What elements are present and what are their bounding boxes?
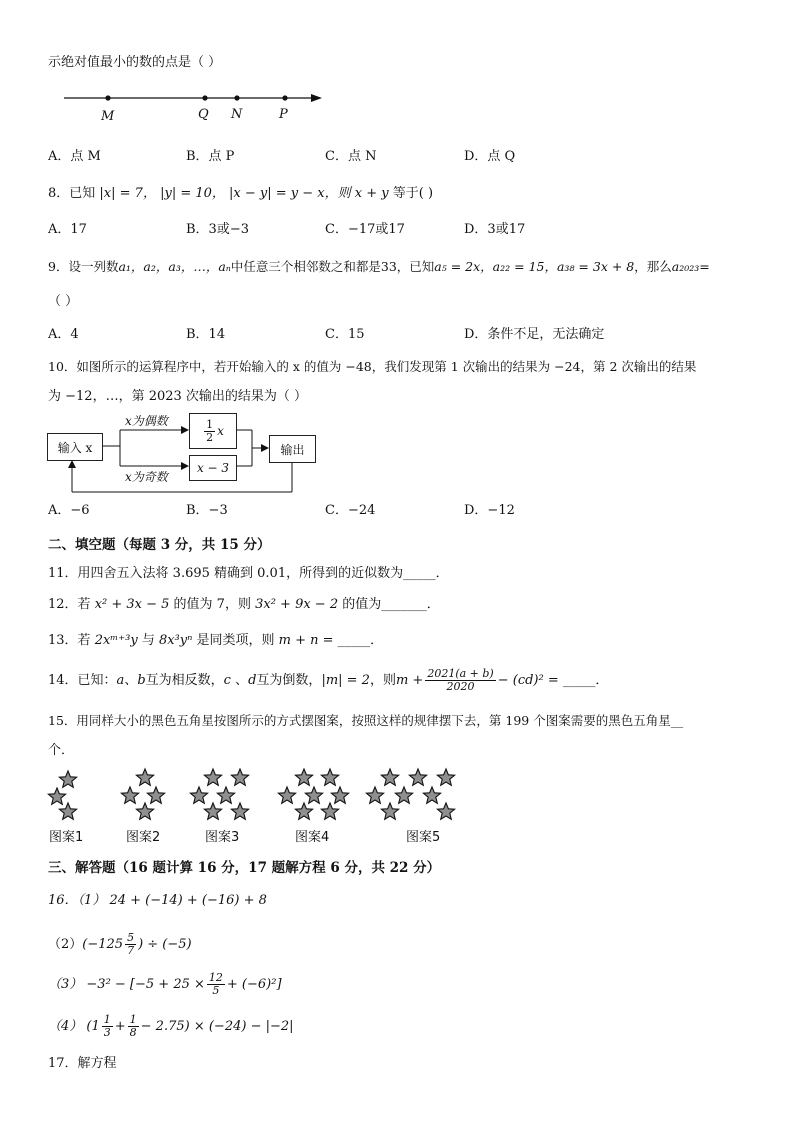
pattern-label-5: 图案5 [406,830,441,845]
denominator: 2020 [446,680,475,693]
q10-stem-line2: 为 −12，…，第 2023 次输出的结果为（ ） [48,389,308,404]
q11: 11．用四舍五入法将 3.695 精确到 0.01，所得到的近似数为_____． [48,566,449,581]
pattern-label-2: 图案2 [126,830,161,845]
q16-part1: 16．（1） 24 + (−14) + (−16) + 8 [48,893,267,908]
q8-option-a: A．17 [48,222,87,237]
label-q: Q [198,107,209,122]
q8-option-c: C．−17或17 [325,222,405,237]
q14-text: _____． [558,673,609,688]
q13-text: 是同类项，则 [192,633,279,648]
q14 [48,666,608,696]
flow-half-fraction [204,419,215,444]
denominator: 2 [206,430,214,444]
star-icon [136,803,153,819]
numerator: 1 [129,1013,137,1026]
q7-option-c: C．点 N [325,149,377,164]
q12-math: 3x² + 9x − 2 [255,597,339,612]
q16-math: （3） −3² − [−5 + 25 × [48,977,205,992]
q17: 17．解方程 [48,1056,117,1071]
q12-text: 的值为 7，则 [169,597,256,612]
section-3-heading: 三、解答题（16 题计算 16 分，17 题解方程 6 分，共 22 分） [48,860,441,876]
q8-math: |y| = 10， [160,186,225,201]
q8-math: |x − y| = y − x，则 [229,186,351,201]
label-p: P [279,107,288,122]
q14-text: 互为相反数， [145,673,224,688]
star-icon [48,788,65,804]
numerator: 5 [127,931,135,944]
q7-option-a: A．点 M [48,149,101,164]
q7-option-d: D．点 Q [464,149,516,164]
star-icon [381,769,398,785]
q16-p3-fraction [207,972,225,997]
q9-option-d: D．条件不足，无法确定 [464,327,605,342]
q9-math: a₂₀₂₃= [671,259,710,274]
q9-stem [48,258,710,276]
star-icon [305,787,322,803]
q14-text: 14．已知： [48,673,117,688]
q14-math: d [248,673,257,688]
q16-part3 [48,970,282,1000]
star-icon [231,803,248,819]
star-icon [381,803,398,819]
q14-fraction [425,668,495,693]
q9-text: 9．设一列数 [48,259,119,274]
q8-text: 8．已知 [48,186,96,201]
q15-line2: 个． [48,743,75,758]
star-icon [409,769,426,785]
star-icon [217,787,234,803]
q16-part2 [48,930,192,960]
q14-math: m + [395,673,424,688]
star-icon [321,803,338,819]
q8-math: x + y [354,186,389,201]
q9-text: 中任意三个相邻数之和都是33，已知 [230,259,435,274]
q16-math: + [114,1019,126,1034]
star-icon [321,769,338,785]
star-icon [59,803,76,819]
label-m: M [101,109,115,124]
q9-text: ，那么 [634,259,672,274]
flow-half-box [189,413,237,449]
q10-option-d: D．−12 [464,503,515,518]
pattern-label-3: 图案3 [205,830,240,845]
q10-option-b: B．−3 [186,503,228,518]
q8-option-b: B．3或−3 [186,222,249,237]
q8-stem [48,185,433,203]
star-icon [437,803,454,819]
q12-text: 12．若 [48,597,95,612]
flow-output-box: 输出 [269,435,316,463]
numerator: 1 [206,417,214,431]
q13-text: _____． [333,633,384,648]
q16-math: ) ÷ (−5) [138,937,192,952]
star-icon [204,803,221,819]
q7-tail: 示绝对值最小的数的点是（ ） [48,55,222,70]
q8-text: 等于( ) [392,186,434,201]
q13-text: 13．若 [48,633,95,648]
denominator: 8 [129,1026,137,1039]
numerator: 2021(a + b) [427,667,494,680]
q14-text: ，则 [369,673,396,688]
q14-math: a [116,673,125,688]
point-n [234,95,239,100]
numerator: 12 [208,971,223,984]
q10-option-a: A．−6 [48,503,90,518]
q9-math: a₅ = 2x，a₂₂ = 15，a₃₈ = 3x + 8 [434,259,635,274]
q12 [48,596,440,614]
q13-math: 8x³yⁿ [158,633,193,648]
q16-math: − 2.75) × (−24) − |−2| [140,1019,294,1034]
q12-math: x² + 3x − 5 [94,597,170,612]
q13 [48,632,383,650]
q9-option-a: A．4 [48,327,79,342]
q8-option-d: D．3或17 [464,222,526,237]
q14-math: |m| = 2 [321,673,370,688]
label-n: N [231,107,243,122]
star-icon [295,769,312,785]
point-q [202,95,207,100]
star-icon [278,787,295,803]
q16-math: (−125 [82,937,124,952]
q16-p4-fraction-1 [102,1014,113,1039]
star-icon [147,787,164,803]
q9-option-b: B．14 [186,327,226,342]
flow-input-box: 输入 x [47,433,103,461]
point-p [282,95,287,100]
flow-half-var: x [217,424,224,438]
q10-option-c: C．−24 [325,503,376,518]
star-icon [231,769,248,785]
q14-text: 、 [230,673,249,688]
star-icon [366,787,383,803]
star-icon [136,769,153,785]
star-icon [204,769,221,785]
q8-math: |x| = 7， [99,186,156,201]
q15-line1: 15．用同样大小的黑色五角星按图所示的方式摆图案，按照这样的规律摆下去，第 199 个图案需要的黑色五角星__ [48,713,684,728]
q16-p2-fraction [125,932,136,957]
q16-p4-fraction-2 [128,1014,139,1039]
star-icon [121,787,138,803]
star-icon [59,771,76,787]
flow-even-label: x为偶数 [125,414,168,428]
q14-text: 互为倒数， [256,673,322,688]
q9-option-c: C．15 [325,327,365,342]
denominator: 3 [103,1026,111,1039]
q16-math: （4） (1 [48,1019,100,1034]
q7-option-b: B．点 P [186,149,235,164]
q9-math: a₁，a₂，a₃，…，aₙ [118,259,231,274]
q9-blank: （ ） [48,294,79,309]
flow-odd-label: x为奇数 [125,470,168,484]
q14-math: c [223,673,231,688]
q12-text: 的值为_______． [338,597,440,612]
q14-math: − (cd)² = [497,673,559,688]
q13-text: 与 [137,633,159,648]
star-icon [395,787,412,803]
section-2-heading: 二、填空题（每题 3 分，共 15 分） [48,537,271,553]
q13-math: m + n = [278,633,334,648]
star-icon [423,787,440,803]
q16-part4 [48,1012,294,1042]
denominator: 5 [212,984,220,997]
q14-math: b [137,673,146,688]
star-icon [295,803,312,819]
pattern-label-1: 图案1 [49,830,84,845]
q14-text: 、 [124,673,138,688]
pattern-label-4: 图案4 [295,830,330,845]
q13-math: 2xᵐ⁺³y [94,633,138,648]
q16-text: （2） [48,937,83,952]
numerator: 1 [103,1013,111,1026]
star-icon [190,787,207,803]
denominator: 7 [127,944,135,957]
star-icon [437,769,454,785]
q16-math: + (−6)²] [226,977,282,992]
star-icon [331,787,348,803]
flow-minus3-box: x − 3 [189,455,237,481]
q10-stem-line1: 10．如图所示的运算程序中，若开始输入的 x 的值为 −48，我们发现第 1 次输出的结果为 −24，第 2 次输出的结果 [48,359,697,374]
point-m [105,95,110,100]
